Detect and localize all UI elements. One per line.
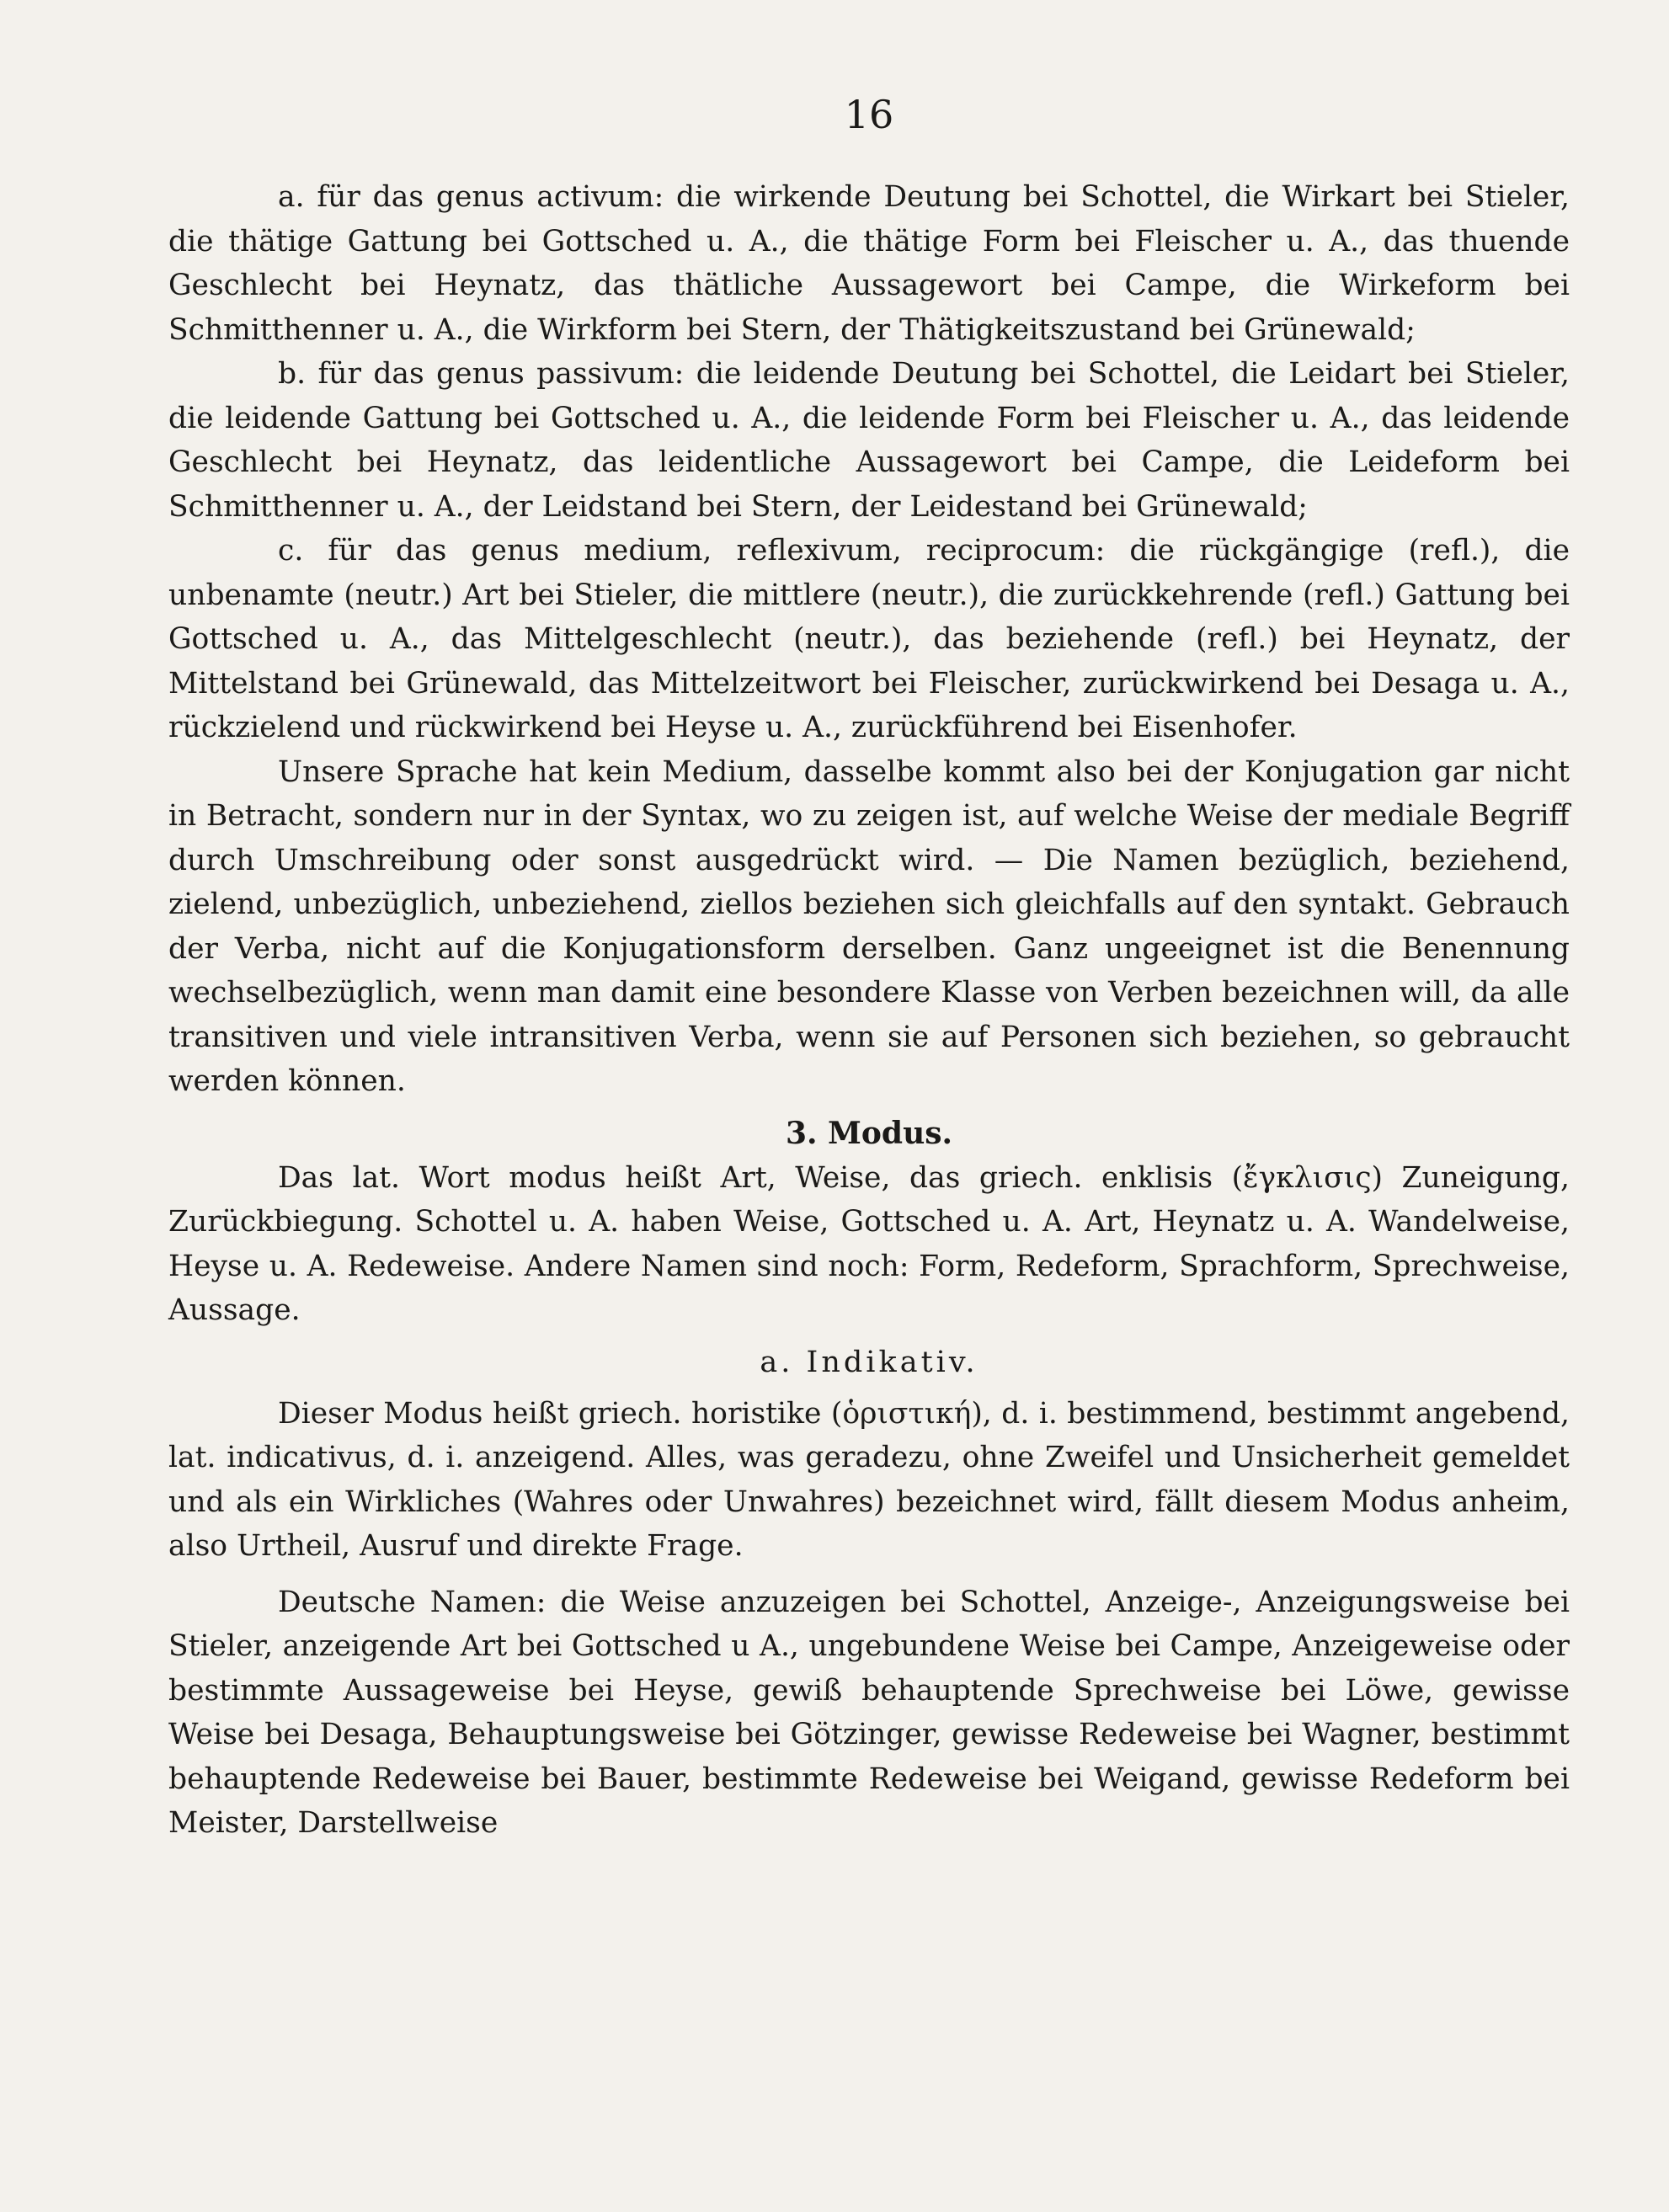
paragraph-modus: Das lat. Wort modus heißt Art, Weise, das griech. enklisis (ἔγκλισις) Zuneigung, Zurückbiegung. Schottel u. A. haben Weise, Gottsched u. A. Art, Heynatz u. A. Wandelweise, Heyse u. A. Redeweise. Andere Namen sind noch: Form, Redeform, Sprachform, Sprechweise, Aussage.: [168, 1160, 1570, 1327]
section-heading-modus: 3. Modus.: [785, 1115, 953, 1151]
paragraph-genus-passivum: b. für das genus passivum: die leidende Deutung bei Schottel, die Leidart bei Stieler, die leidende Gattung bei Gottsched u. A., die leidende Form bei Fleischer u. A., das leidende Geschlecht bei Heynatz, das leidentliche Aussagewort bei Campe, die Leideform bei Schmitthenner u. A., der Leidstand bei Stern, der Leidestand bei Grünewald;: [168, 357, 1570, 524]
paragraph-genus-activum: a. für das genus activum: die wirkende Deutung bei Schottel, die Wirkart bei Stieler, die thätige Gattung bei Gottsched u. A., die thätige Form bei Fleischer u. A., das thuende Geschlecht bei Heynatz, das thätliche Aussagewort bei Campe, die Wirkeform bei Schmitthenner u. A., die Wirkform bei Stern, der Thätigkeitszustand bei Grünewald;: [168, 180, 1570, 347]
page-body: [168, 175, 1570, 1846]
paragraph-dieser-modus: Dieser Modus heißt griech. horistike (ὁριστική), d. i. bestimmend, bestimmt angebend, lat. indicativus, d. i. anzeigend. Alles, was geradezu, ohne Zweifel und Unsicherheit gemeldet und als ein Wirkliches (Wahres oder Unwahres) bezeichnet wird, fällt diesem Modus anheim, also Urtheil, Ausruf und direkte Frage.: [168, 1396, 1570, 1563]
subheading-indikativ: a. Indikativ.: [760, 1345, 978, 1379]
paragraph-unsere-sprache: Unsere Sprache hat kein Medium, dasselbe kommt also bei der Konjugation gar nicht in Betracht, sondern nur in der Syntax, wo zu zeigen ist, auf welche Weise der mediale Begriff durch Umschreibung oder sonst ausgedrückt wird. — Die Namen bezüglich, beziehend, zielend, unbezüglich, unbeziehend, ziellos beziehen sich gleichfalls auf den syntakt. Gebrauch der Verba, nicht auf die Konjugationsform derselben. Ganz ungeeignet ist die Benennung wechselbezüglich, wenn man damit eine besondere Klasse von Verben bezeichnen will, da alle transitiven und viele intransitiven Verba, wenn sie auf Personen sich beziehen, so gebraucht werden können.: [168, 754, 1570, 1098]
page-number: 16: [844, 92, 894, 137]
paragraph-deutsche-namen: Deutsche Namen: die Weise anzuzeigen bei Schottel, Anzeige-, Anzeigungsweise bei Stieler, anzeigende Art bei Gottsched u A., ungebundene Weise bei Campe, Anzeigeweise oder bestimmte Aussageweise bei Heyse, gewiß behauptende Sprechweise bei Löwe, gewisse Weise bei Desaga, Behauptungsweise bei Götzinger, gewisse Redeweise bei Wagner, bestimmt behauptende Redeweise bei Bauer, bestimmte Redeweise bei Weigand, gewisse Redeform bei Meister, Darstellweise: [168, 1585, 1570, 1840]
paragraph-genus-medium: c. für das genus medium, reflexivum, reciprocum: die rückgängige (refl.), die unbenamte (neutr.) Art bei Stieler, die mittlere (neutr.), die zurückkehrende (refl.) Gattung bei Gottsched u. A., das Mittelgeschlecht (neutr.), das beziehende (refl.) bei Heynatz, der Mittelstand bei Grünewald, das Mittelzeitwort bei Fleischer, zurückwirkend bei Desaga u. A., rückzielend und rückwirkend bei Heyse u. A., zurückführend bei Eisenhofer.: [168, 534, 1570, 744]
